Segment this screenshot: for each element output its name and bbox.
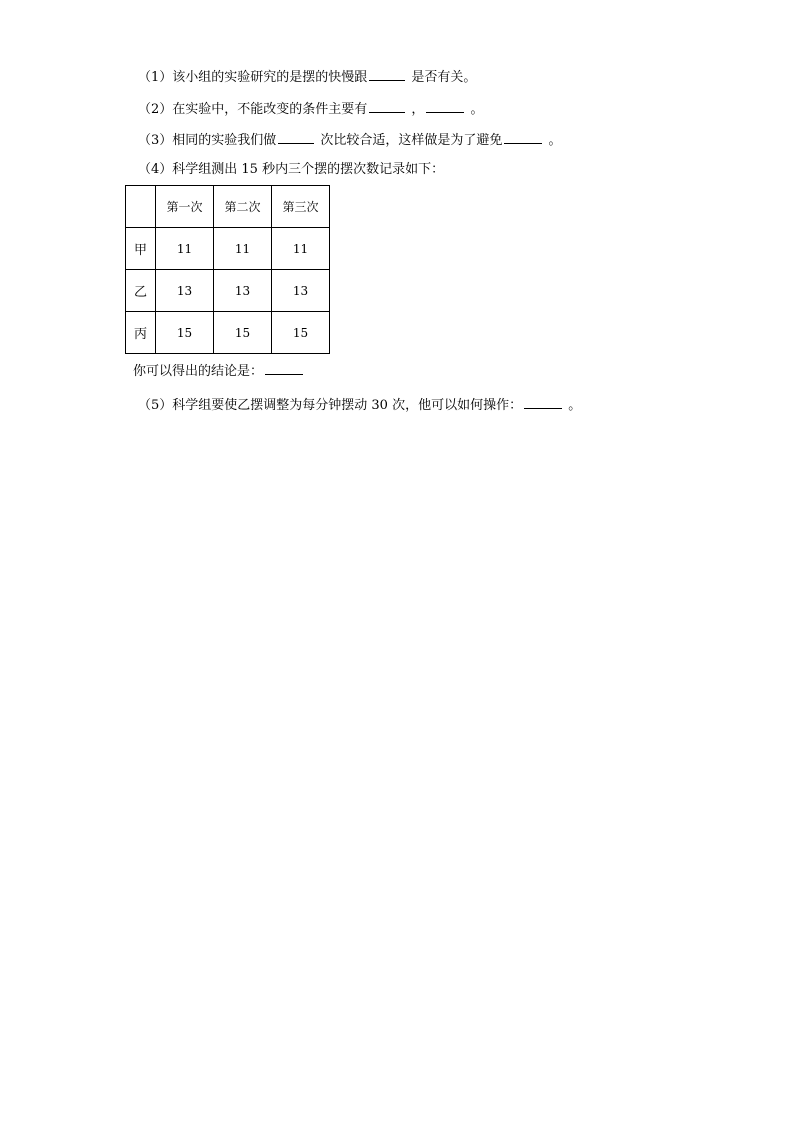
question-3-tail: 。: [544, 133, 562, 148]
question-2-tail: 。: [466, 102, 484, 117]
table-cell: 15: [272, 312, 330, 354]
table-cell: 13: [214, 270, 272, 312]
question-5: [138, 396, 581, 414]
answer-blank-2b[interactable]: [426, 100, 464, 113]
question-2-middle: ，: [407, 102, 425, 117]
swing-count-table: [125, 185, 330, 354]
table-header-cell: 第二次: [214, 186, 272, 228]
table-header-cell: 第一次: [156, 186, 214, 228]
answer-blank-3b[interactable]: [504, 131, 542, 144]
answer-blank-2a[interactable]: [369, 100, 405, 113]
question-4: [138, 162, 444, 178]
question-5-tail: 。: [564, 398, 582, 413]
question-3-text: （3）相同的实验我们做: [138, 133, 277, 148]
table-row: [126, 270, 330, 312]
table-cell: 15: [214, 312, 272, 354]
table-cell: 11: [214, 228, 272, 270]
question-2-text: （2）在实验中，不能改变的条件主要有: [138, 102, 368, 117]
table-cell: 13: [272, 270, 330, 312]
table-row-label: 甲: [126, 228, 156, 270]
question-3-middle: 次比较合适，这样做是为了避免: [316, 133, 503, 148]
table-row-label: 乙: [126, 270, 156, 312]
table-cell: 11: [156, 228, 214, 270]
table-header-cell: 第三次: [272, 186, 330, 228]
table-header-row: [126, 186, 330, 228]
table-cell: 15: [156, 312, 214, 354]
answer-blank-5[interactable]: [524, 396, 562, 409]
table-row: [126, 312, 330, 354]
table-row-label: 丙: [126, 312, 156, 354]
answer-blank-1[interactable]: [369, 68, 405, 81]
question-1: [138, 68, 476, 86]
question-1-tail: 是否有关。: [407, 70, 477, 85]
table-corner-cell: [126, 186, 156, 228]
question-3: [138, 131, 562, 149]
question-5-text: （5）科学组要使乙摆调整为每分钟摆动 30 次，他可以如何操作：: [138, 398, 523, 413]
conclusion-line: [133, 362, 305, 380]
table-cell: 13: [156, 270, 214, 312]
table-row: [126, 228, 330, 270]
question-2: [138, 100, 484, 118]
table-cell: 11: [272, 228, 330, 270]
answer-blank-3a[interactable]: [278, 131, 314, 144]
answer-blank-conclusion[interactable]: [265, 362, 303, 375]
conclusion-text: 你可以得出的结论是：: [133, 364, 264, 379]
question-4-text: （4）科学组测出 15 秒内三个摆的摆次数记录如下：: [138, 162, 445, 177]
question-1-text: （1）该小组的实验研究的是摆的快慢跟: [138, 70, 368, 85]
